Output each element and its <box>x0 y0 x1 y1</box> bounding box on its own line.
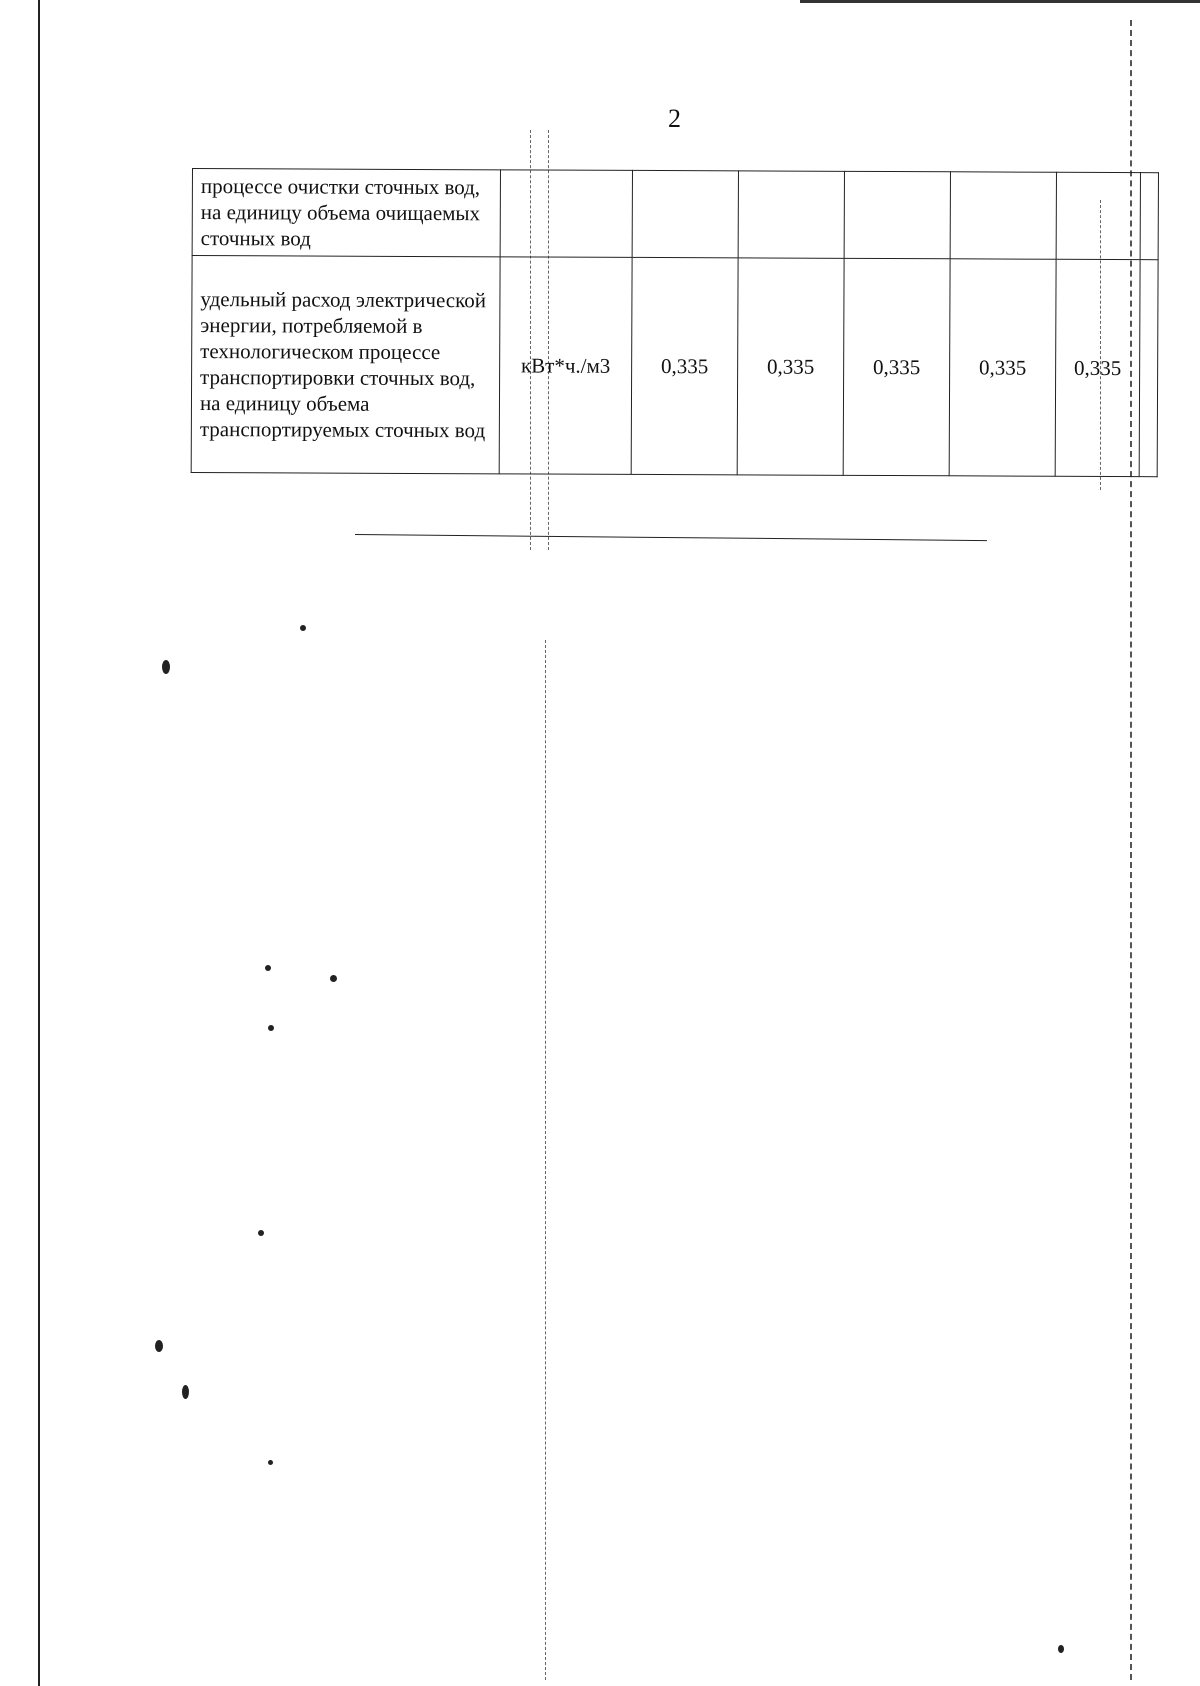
scan-top-edge <box>800 0 1200 3</box>
table-row <box>192 169 1158 260</box>
value-cell: 0,335 <box>737 258 844 475</box>
value-cell <box>1056 172 1140 259</box>
scan-speck <box>265 965 271 971</box>
value-cell: 0,335 <box>843 258 950 475</box>
value-cell <box>1139 260 1158 477</box>
value-cell <box>738 171 844 258</box>
row-unit: кВт*ч./м3 <box>499 257 632 475</box>
scan-speck <box>300 625 306 631</box>
page-number: 2 <box>668 104 681 133</box>
value-cell <box>632 170 738 257</box>
scan-speck <box>1058 1645 1064 1653</box>
scan-left-edge <box>38 0 40 1686</box>
value-cell <box>844 171 950 258</box>
row-unit <box>500 170 632 258</box>
value-cell <box>950 172 1056 259</box>
scan-artifact-line <box>545 640 546 1680</box>
row-description: удельный расход электрической энергии, потребляемой в технологическом процессе транспортировки сточных вод, на единицу объема транспортируемых сточных вод <box>191 256 500 474</box>
table-row <box>191 256 1158 477</box>
scan-speck <box>330 975 337 982</box>
value-cell: 0,335 <box>949 259 1056 476</box>
scan-speck <box>182 1385 189 1399</box>
closing-rule <box>355 534 987 541</box>
scan-speck <box>162 660 170 674</box>
scan-speck <box>268 1025 274 1031</box>
indicator-table <box>191 168 1158 477</box>
scan-speck <box>258 1230 264 1236</box>
value-cell: 0,335 <box>1055 259 1140 476</box>
row-description: процессе очистки сточных вод, на единицу объема очищаемых сточных вод <box>192 169 500 257</box>
value-cell <box>1140 173 1158 260</box>
value-cell: 0,335 <box>631 257 738 474</box>
scan-speck <box>155 1340 163 1352</box>
scan-speck <box>268 1460 273 1465</box>
